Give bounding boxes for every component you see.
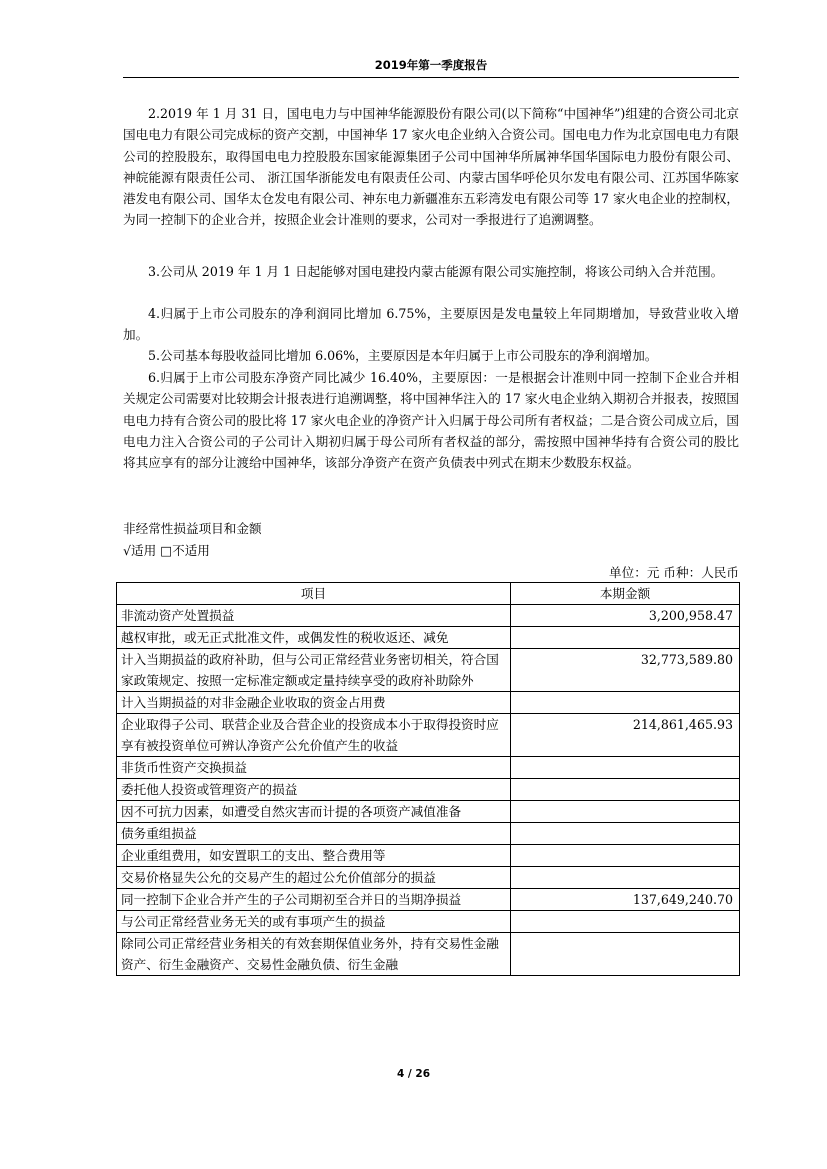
row-amount (511, 779, 740, 801)
column-header-amount: 本期金额 (511, 583, 740, 605)
table-row (117, 801, 740, 823)
row-amount (511, 867, 740, 889)
row-amount (511, 801, 740, 823)
table-row (117, 627, 740, 649)
row-amount (511, 627, 740, 649)
section-title: 非经常性损益项目和金额 (123, 521, 262, 536)
table-row (117, 823, 740, 845)
paragraph-2: 2.2019 年 1 月 31 日，国电电力与中国神华能源股份有限公司(以下简称“中国神华”)组建的合资公司北京国电电力有限公司完成标的资产交割，中国神华 17 家火电企业纳入合资公司。国电电力作为北京国电电力有限公司的控股股东，取得国电电力控股股东国家能源集团子公司中国神华所属神华国华国际电力股份有限公司、神皖能源有限责任公司、 浙江国华浙能发电有限责任公司、内蒙古国华呼伦贝尔发电有限公司、江苏国华陈家港发电有限公司、国华太仓发电有限公司、神东电力新疆准东五彩湾发电有限公司等 17 家火电企业的控制权，为同一控制下的企业合并，按照企业会计准则的要求，公司对一季报进行了追溯调整。 (123, 106, 739, 228)
row-item-label: 计入当期损益的政府补助，但与公司正常经营业务密切相关，符合国家政策规定、按照一定标准定额或定量持续享受的政府补助除外 (117, 649, 511, 692)
row-item-label: 非货币性资产交换损益 (117, 757, 511, 779)
row-item-label: 委托他人投资或管理资产的损益 (117, 779, 511, 801)
row-amount: 3,200,958.47 (511, 605, 740, 627)
row-item-label: 企业取得子公司、联营企业及合营企业的投资成本小于取得投资时应享有被投资单位可辨认净资产公允价值产生的收益 (117, 714, 511, 757)
table-row (117, 757, 740, 779)
row-item-label: 因不可抗力因素，如遭受自然灾害而计提的各项资产减值准备 (117, 801, 511, 823)
row-item-label: 债务重组损益 (117, 823, 511, 845)
row-amount: 214,861,465.93 (511, 714, 740, 757)
paragraph-5: 5.公司基本每股收益同比增加 6.06%，主要原因是本年归属于上市公司股东的净利润增加。 (148, 348, 658, 363)
row-amount: 32,773,589.80 (511, 649, 740, 692)
table-row (117, 779, 740, 801)
table-row (117, 867, 740, 889)
row-amount: 137,649,240.70 (511, 889, 740, 911)
row-item-label: 非流动资产处置损益 (117, 605, 511, 627)
row-amount (511, 845, 740, 867)
row-item-label: 越权审批，或无正式批准文件，或偶发性的税收返还、减免 (117, 627, 511, 649)
row-amount (511, 692, 740, 714)
applicability-checkbox: √适用 □不适用 (123, 543, 210, 558)
table-row (117, 933, 740, 976)
table-header-row (117, 583, 740, 605)
table-row (117, 714, 740, 757)
paragraph-4: 4.归属于上市公司股东的净利润同比增加 6.75%，主要原因是发电量较上年同期增加，导致营业收入增加。 (123, 306, 739, 343)
row-item-label: 除同公司正常经营业务相关的有效套期保值业务外，持有交易性金融资产、衍生金融资产、交易性金融负债、衍生金融 (117, 933, 511, 976)
table-row (117, 911, 740, 933)
row-amount (511, 911, 740, 933)
paragraph-6: 6.归属于上市公司股东净资产同比减少 16.40%，主要原因：一是根据会计准则中同一控制下企业合并相关规定公司需要对比较期会计报表进行追溯调整，将中国神华注入的 17 家火电企业纳入期初合并报表，按照国电电力持有合资公司的股比将 17 家火电企业的净资产计入归属于母公司所有者权益；二是合资公司成立后，国电电力注入合资公司的子公司计入期初归属于母公司所有者权益的部分，需按照中国神华持有合资公司的股比将其应享有的部分让渡给中国神华，该部分净资产在资产负债表中列式在期末少数股东权益。 (123, 370, 739, 471)
table-row (117, 845, 740, 867)
paragraph-3: 3.公司从 2019 年 1 月 1 日起能够对国电建投内蒙古能源有限公司实施控制，将该公司纳入合并范围。 (148, 264, 724, 279)
report-header: 2019年第一季度报告 (123, 55, 739, 78)
row-item-label: 计入当期损益的对非金融企业收取的资金占用费 (117, 692, 511, 714)
row-item-label: 同一控制下企业合并产生的子公司期初至合并日的当期净损益 (117, 889, 511, 911)
table-row (117, 692, 740, 714)
table-row (117, 649, 740, 692)
row-amount (511, 757, 740, 779)
unit-currency-note: 单位：元 币种：人民币 (609, 565, 739, 580)
table-row (117, 889, 740, 911)
row-item-label: 交易价格显失公允的交易产生的超过公允价值部分的损益 (117, 867, 511, 889)
non-recurring-gains-table (116, 582, 740, 976)
row-item-label: 与公司正常经营业务无关的或有事项产生的损益 (117, 911, 511, 933)
row-amount (511, 823, 740, 845)
row-item-label: 企业重组费用，如安置职工的支出、整合费用等 (117, 845, 511, 867)
page-number: 4 / 26 (396, 1068, 431, 1080)
table-row (117, 605, 740, 627)
column-header-item: 项目 (117, 583, 511, 605)
row-amount (511, 933, 740, 976)
